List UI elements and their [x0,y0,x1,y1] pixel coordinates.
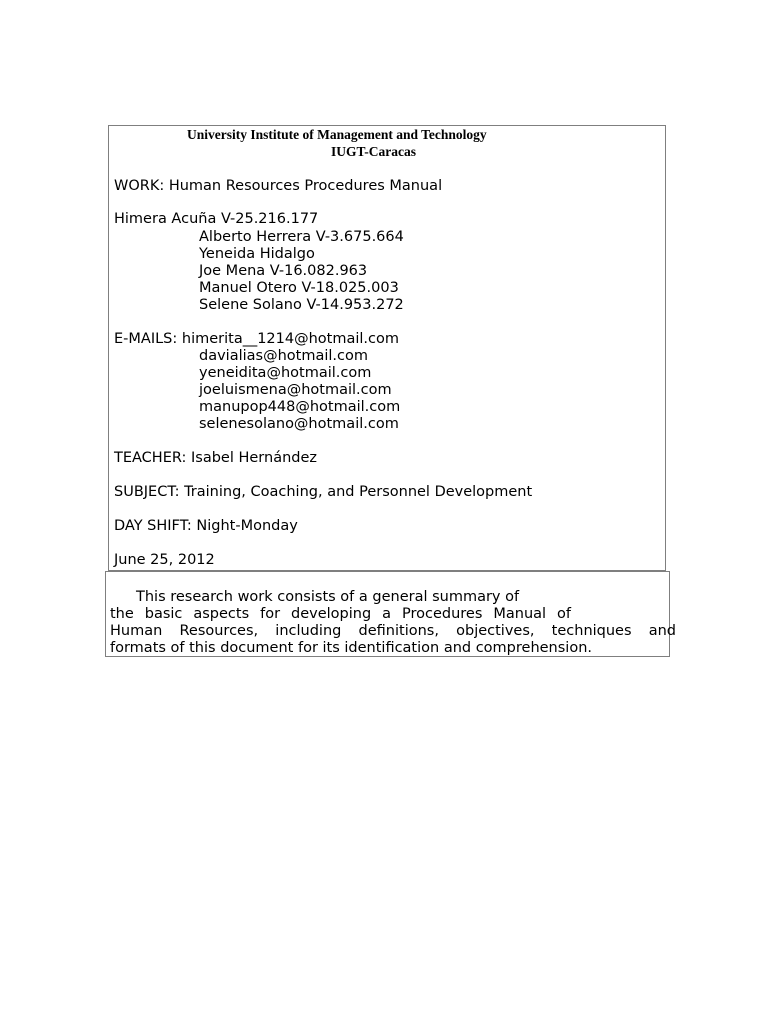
email-line: E-MAILS: himerita__1214@hotmail.com [114,331,399,347]
subject-line: SUBJECT: Training, Coaching, and Personnel Development [114,484,533,500]
email-line: selenesolano@hotmail.com [199,416,399,432]
campus-name: IUGT-Caracas [331,144,417,159]
author-line: Himera Acuña V-25.216.177 [114,211,319,227]
author-line: Manuel Otero V-18.025.003 [199,280,399,296]
summary-line: formats of this document for its identification and comprehension. [110,640,592,656]
summary-line: This research work consists of a general summary of [136,589,520,605]
email-line: joeluismena@hotmail.com [199,382,392,398]
shift-line: DAY SHIFT: Night-Monday [114,518,298,534]
email-line: yeneidita@hotmail.com [199,365,372,381]
email-line: manupop448@hotmail.com [199,399,401,415]
institution-name: University Institute of Management and Technology [187,127,487,142]
teacher-line: TEACHER: Isabel Hernández [114,450,318,466]
summary-line: Human Resources, including definitions, objectives, techniques and [110,623,676,639]
author-line: Joe Mena V-16.082.963 [199,263,368,279]
work-title: WORK: Human Resources Procedures Manual [114,178,443,194]
date-line: June 25, 2012 [114,552,215,568]
author-line: Yeneida Hidalgo [199,246,315,262]
email-line: davialias@hotmail.com [199,348,368,364]
author-line: Alberto Herrera V-3.675.664 [199,229,404,245]
author-line: Selene Solano V-14.953.272 [199,297,404,313]
summary-line: the basic aspects for developing a Procedures Manual of [110,606,571,622]
